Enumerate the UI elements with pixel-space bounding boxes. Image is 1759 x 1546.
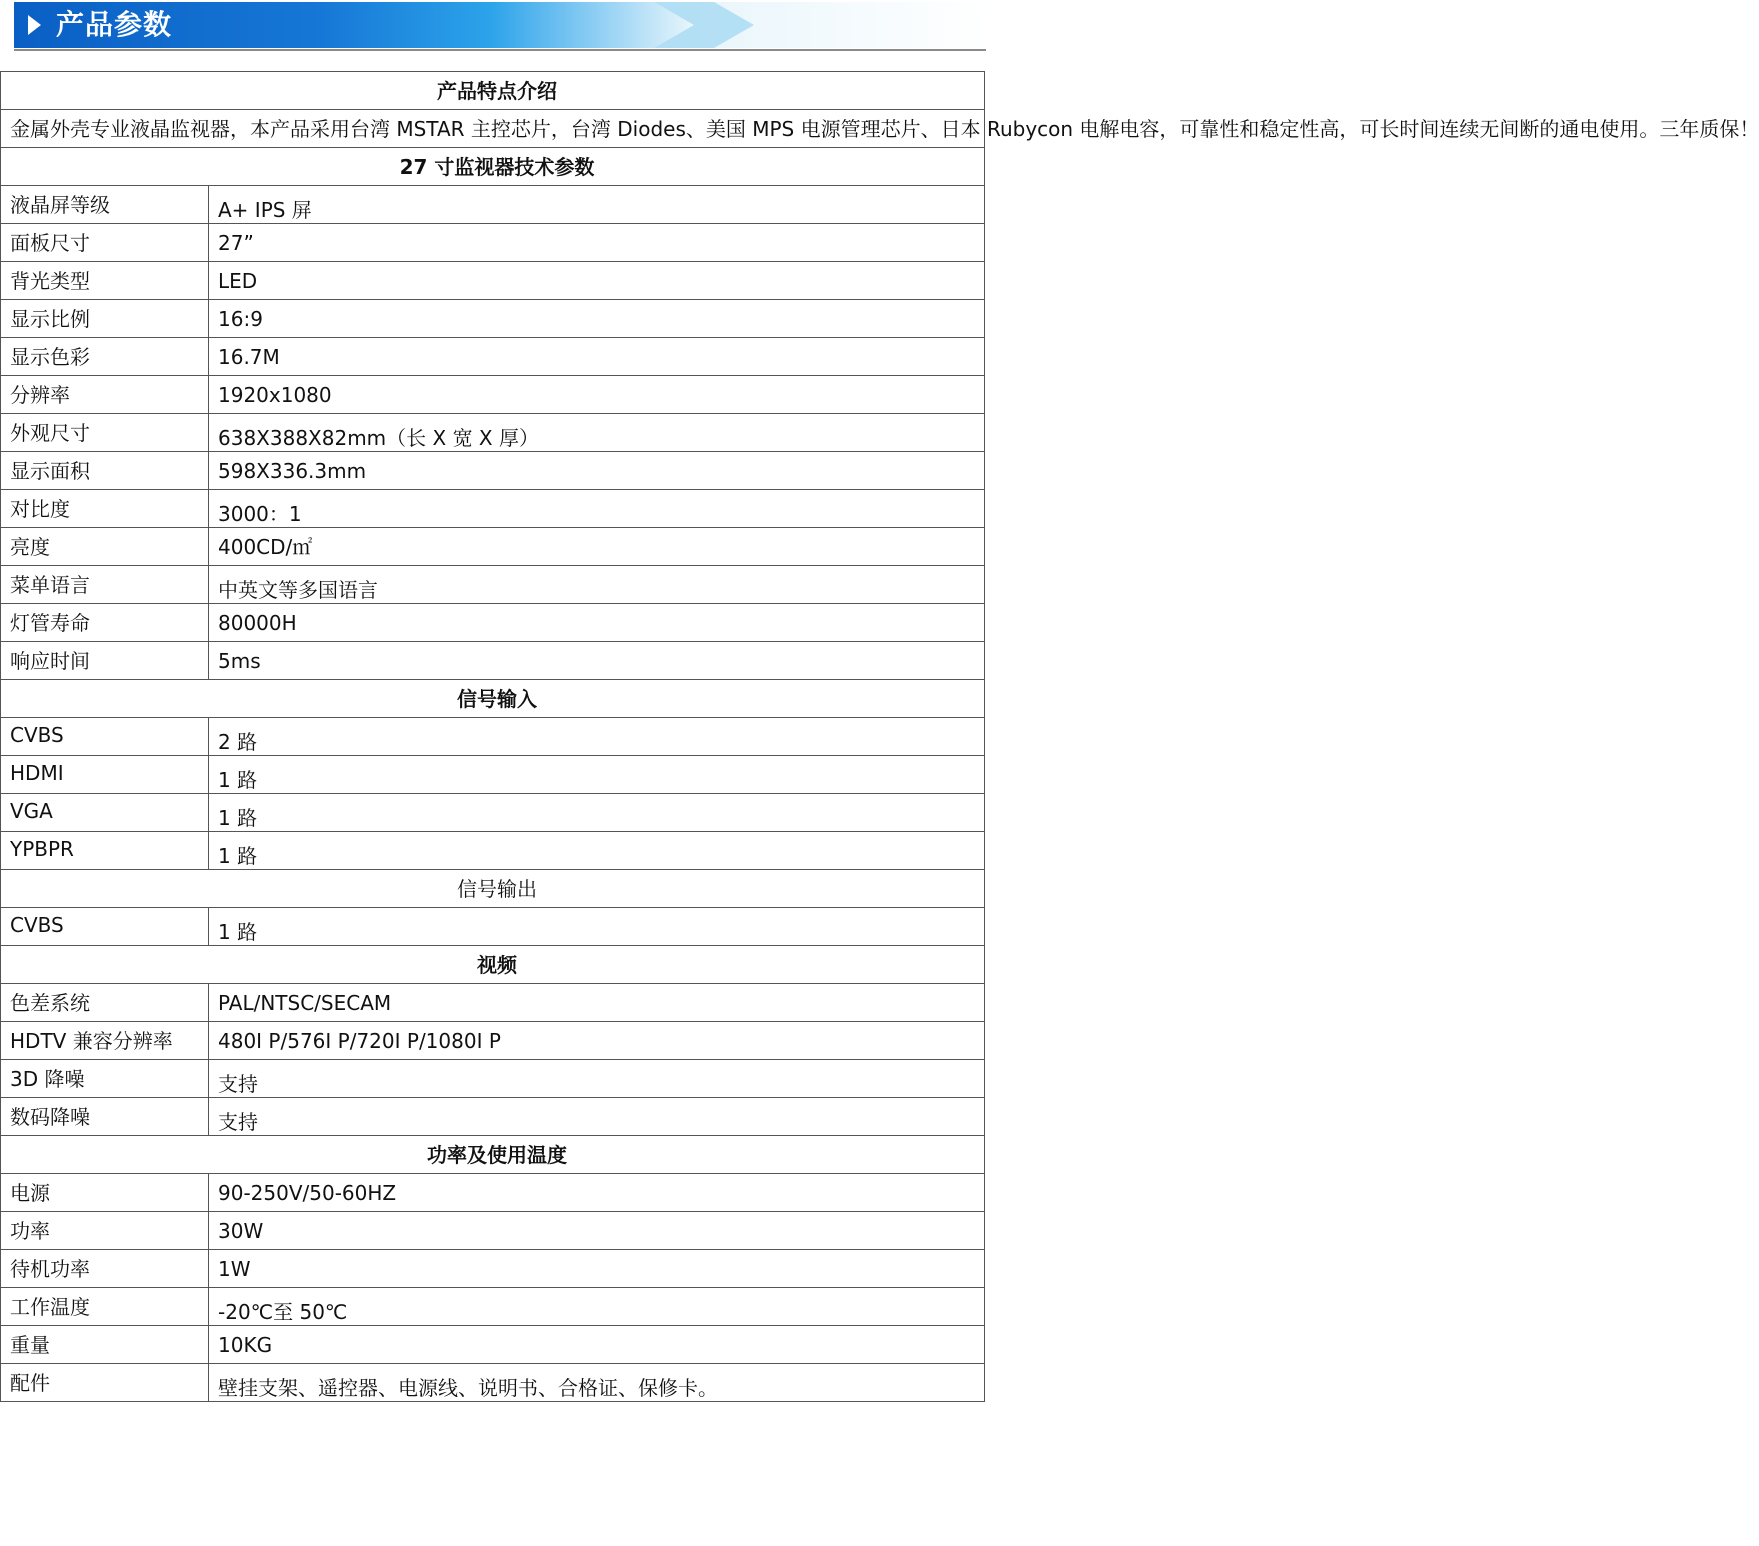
table-row — [1, 1022, 985, 1060]
spec-label: 待机功率 — [1, 1250, 209, 1288]
table-row — [1, 642, 985, 680]
spec-value: 638X388X82mm（长 X 宽 X 厚） — [209, 414, 985, 452]
spec-value: 10KG — [209, 1326, 985, 1364]
spec-label: 液晶屏等级 — [1, 186, 209, 224]
spec-label: 工作温度 — [1, 1288, 209, 1326]
section-header-row — [1, 72, 985, 110]
spec-value: A+ IPS 屏 — [209, 186, 985, 224]
table-row — [1, 756, 985, 794]
spec-table — [0, 71, 1759, 1402]
table-row — [1, 338, 985, 376]
spec-label: 对比度 — [1, 490, 209, 528]
table-row — [1, 1060, 985, 1098]
spec-value: 16:9 — [209, 300, 985, 338]
spec-label: 3D 降噪 — [1, 1060, 209, 1098]
header-divider — [14, 49, 986, 51]
spec-label: 色差系统 — [1, 984, 209, 1022]
spec-label: HDTV 兼容分辨率 — [1, 1022, 209, 1060]
spec-label: HDMI — [1, 756, 209, 794]
spec-value: 80000H — [209, 604, 985, 642]
product-intro-text: 金属外壳专业液晶监视器，本产品采用台湾 MSTAR 主控芯片，台湾 Diodes、美国 MPS 电源管理芯片、日本 Rubycon 电解电容，可靠性和稳定性高，可长时间连续无间断的通电使用。三年质保！ — [1, 110, 985, 148]
spec-label: 面板尺寸 — [1, 224, 209, 262]
section-title: 产品特点介绍 — [1, 72, 985, 110]
table-row — [1, 1326, 985, 1364]
spec-label: 菜单语言 — [1, 566, 209, 604]
section-header-row — [1, 870, 985, 908]
table-row — [1, 262, 985, 300]
spec-label: CVBS — [1, 908, 209, 946]
spec-value: 30W — [209, 1212, 985, 1250]
spec-label: 分辨率 — [1, 376, 209, 414]
table-row — [1, 1098, 985, 1136]
table-row — [1, 794, 985, 832]
table-row — [1, 908, 985, 946]
section-header-row — [1, 1136, 985, 1174]
section-header-row — [1, 148, 985, 186]
spec-value: 90-250V/50-60HZ — [209, 1174, 985, 1212]
spec-value: 1 路 — [209, 756, 985, 794]
spec-value: 支持 — [209, 1098, 985, 1136]
section-title: 信号输入 — [1, 680, 985, 718]
spec-value: 壁挂支架、遥控器、电源线、说明书、合格证、保修卡。 — [209, 1364, 985, 1402]
table-row — [1, 490, 985, 528]
spec-value: 中英文等多国语言 — [209, 566, 985, 604]
intro-row — [1, 110, 985, 148]
table-row — [1, 1250, 985, 1288]
spec-value: 支持 — [209, 1060, 985, 1098]
spec-value: 1 路 — [209, 908, 985, 946]
table-row — [1, 832, 985, 870]
spec-value: 1920x1080 — [209, 376, 985, 414]
section-title: 27 寸监视器技术参数 — [1, 148, 985, 186]
spec-label: VGA — [1, 794, 209, 832]
table-row — [1, 984, 985, 1022]
spec-label: 显示比例 — [1, 300, 209, 338]
table-row — [1, 376, 985, 414]
section-title: 功率及使用温度 — [1, 1136, 985, 1174]
section-header-row — [1, 680, 985, 718]
spec-value: 5ms — [209, 642, 985, 680]
spec-value: 3000：1 — [209, 490, 985, 528]
spec-label: 配件 — [1, 1364, 209, 1402]
spec-value: 400CD/㎡ — [209, 528, 985, 566]
spec-label: YPBPR — [1, 832, 209, 870]
spec-value: -20℃至 50℃ — [209, 1288, 985, 1326]
spec-label: 电源 — [1, 1174, 209, 1212]
table-row — [1, 604, 985, 642]
spec-label: 外观尺寸 — [1, 414, 209, 452]
spec-label: 灯管寿命 — [1, 604, 209, 642]
page-title: 产品参数 — [56, 8, 173, 41]
spec-value: PAL/NTSC/SECAM — [209, 984, 985, 1022]
spec-label: 显示面积 — [1, 452, 209, 490]
table-row — [1, 566, 985, 604]
table-row — [1, 1288, 985, 1326]
spec-value: 16.7M — [209, 338, 985, 376]
spec-label: 亮度 — [1, 528, 209, 566]
spec-label: 响应时间 — [1, 642, 209, 680]
table-row — [1, 1364, 985, 1402]
spec-label: 显示色彩 — [1, 338, 209, 376]
table-row — [1, 1174, 985, 1212]
spec-value: 1W — [209, 1250, 985, 1288]
table-row — [1, 300, 985, 338]
header-banner — [14, 2, 986, 48]
spec-label: 重量 — [1, 1326, 209, 1364]
spec-value: 2 路 — [209, 718, 985, 756]
spec-value: 598X336.3mm — [209, 452, 985, 490]
spec-label: 背光类型 — [1, 262, 209, 300]
spec-label: 功率 — [1, 1212, 209, 1250]
spec-value: LED — [209, 262, 985, 300]
section-header-row — [1, 946, 985, 984]
spec-value: 1 路 — [209, 832, 985, 870]
table-row — [1, 1212, 985, 1250]
spec-label: 数码降噪 — [1, 1098, 209, 1136]
spec-value: 480I P/576I P/720I P/1080I P — [209, 1022, 985, 1060]
section-title: 信号输出 — [1, 870, 985, 908]
spec-value: 27” — [209, 224, 985, 262]
table-row — [1, 718, 985, 756]
table-row — [1, 224, 985, 262]
table-row — [1, 414, 985, 452]
spec-value: 1 路 — [209, 794, 985, 832]
table-row — [1, 452, 985, 490]
table-row — [1, 186, 985, 224]
spec-label: CVBS — [1, 718, 209, 756]
section-title: 视频 — [1, 946, 985, 984]
play-arrow-icon — [26, 14, 42, 36]
table-row — [1, 528, 985, 566]
